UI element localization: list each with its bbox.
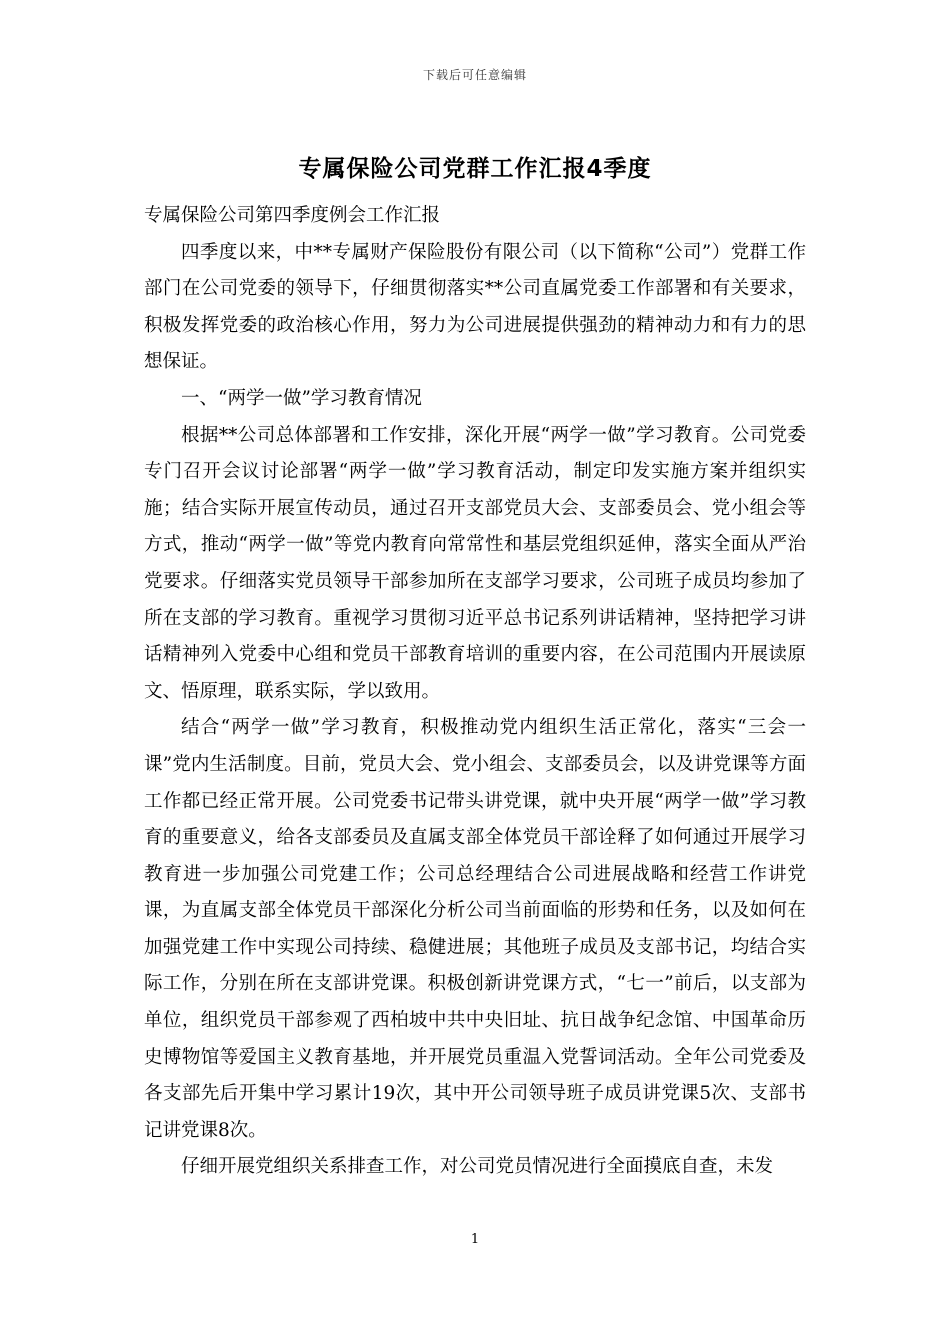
paragraph: 仔细开展党组织关系排查工作，对公司党员情况进行全面摸底自查，未发	[181, 1156, 774, 1178]
document-body	[144, 198, 806, 1186]
header-note: 下载后可任意编辑	[422, 68, 527, 82]
paragraph: 四季度以来，中**专属财产保险股份有限公司（以下简称“公司”）党群工作部门在公司党委的领导下，仔细贯彻落实**公司直属党委工作部署和有关要求，积极发挥党委的政治核心作用，努力为公司进展提供强劲的精神动力和有力的思想保证。	[144, 241, 806, 373]
paragraph: 根据**公司总体部署和工作安排，深化开展“两学一做”学习教育。公司党委专门召开会议讨论部署“两学一做”学习教育活动，制定印发实施方案并组织实施；结合实际开展宣传动员，通过召开支部党员大会、支部委员会、党小组会等方式，推动“两学一做”等党内教育向常常性和基层党组织延伸，落实全面从严治党要求。仔细落实党员领导干部参加所在支部学习要求，公司班子成员均参加了所在支部的学习教育。重视学习贯彻习近平总书记系列讲话精神，坚持把学习讲话精神列入党委中心组和党员干部教育培训的重要内容，在公司范围内开展读原文、悟原理，联系实际，学以致用。	[144, 424, 806, 702]
paragraph: 专属保险公司第四季度例会工作汇报	[144, 205, 441, 226]
document-title: 专属保险公司党群工作汇报4季度	[298, 156, 652, 182]
paragraph: 结合“两学一做”学习教育，积极推动党内组织生活正常化，落实“三会一课”党内生活制度。目前，党员大会、党小组会、支部委员会，以及讲党课等方面工作都已经正常开展。公司党委书记带头讲党课，就中央开展“两学一做”学习教育的重要意义，给各支部委员及直属支部全体党员干部诠释了如何通过开展学习教育进一步加强公司党建工作；公司总经理结合公司进展战略和经营工作讲党课，为直属支部全体党员干部深化分析公司当前面临的形势和任务，以及如何在加强党建工作中实现公司持续、稳健进展；其他班子成员及支部书记，均结合实际工作，分别在所在支部讲党课。积极创新讲党课方式，“七一”前后，以支部为单位，组织党员干部参观了西柏坡中共中央旧址、抗日战争纪念馆、中国革命历史博物馆等爱国主义教育基地，并开展党员重温入党誓词活动。全年公司党委及各支部先后开集中学习累计19次，其中开公司领导班子成员讲党课5次、支部书记讲党课8次。	[144, 717, 806, 1141]
page-number: 1	[470, 1232, 480, 1247]
section-heading: 一、“两学一做”学习教育情况	[181, 387, 422, 409]
